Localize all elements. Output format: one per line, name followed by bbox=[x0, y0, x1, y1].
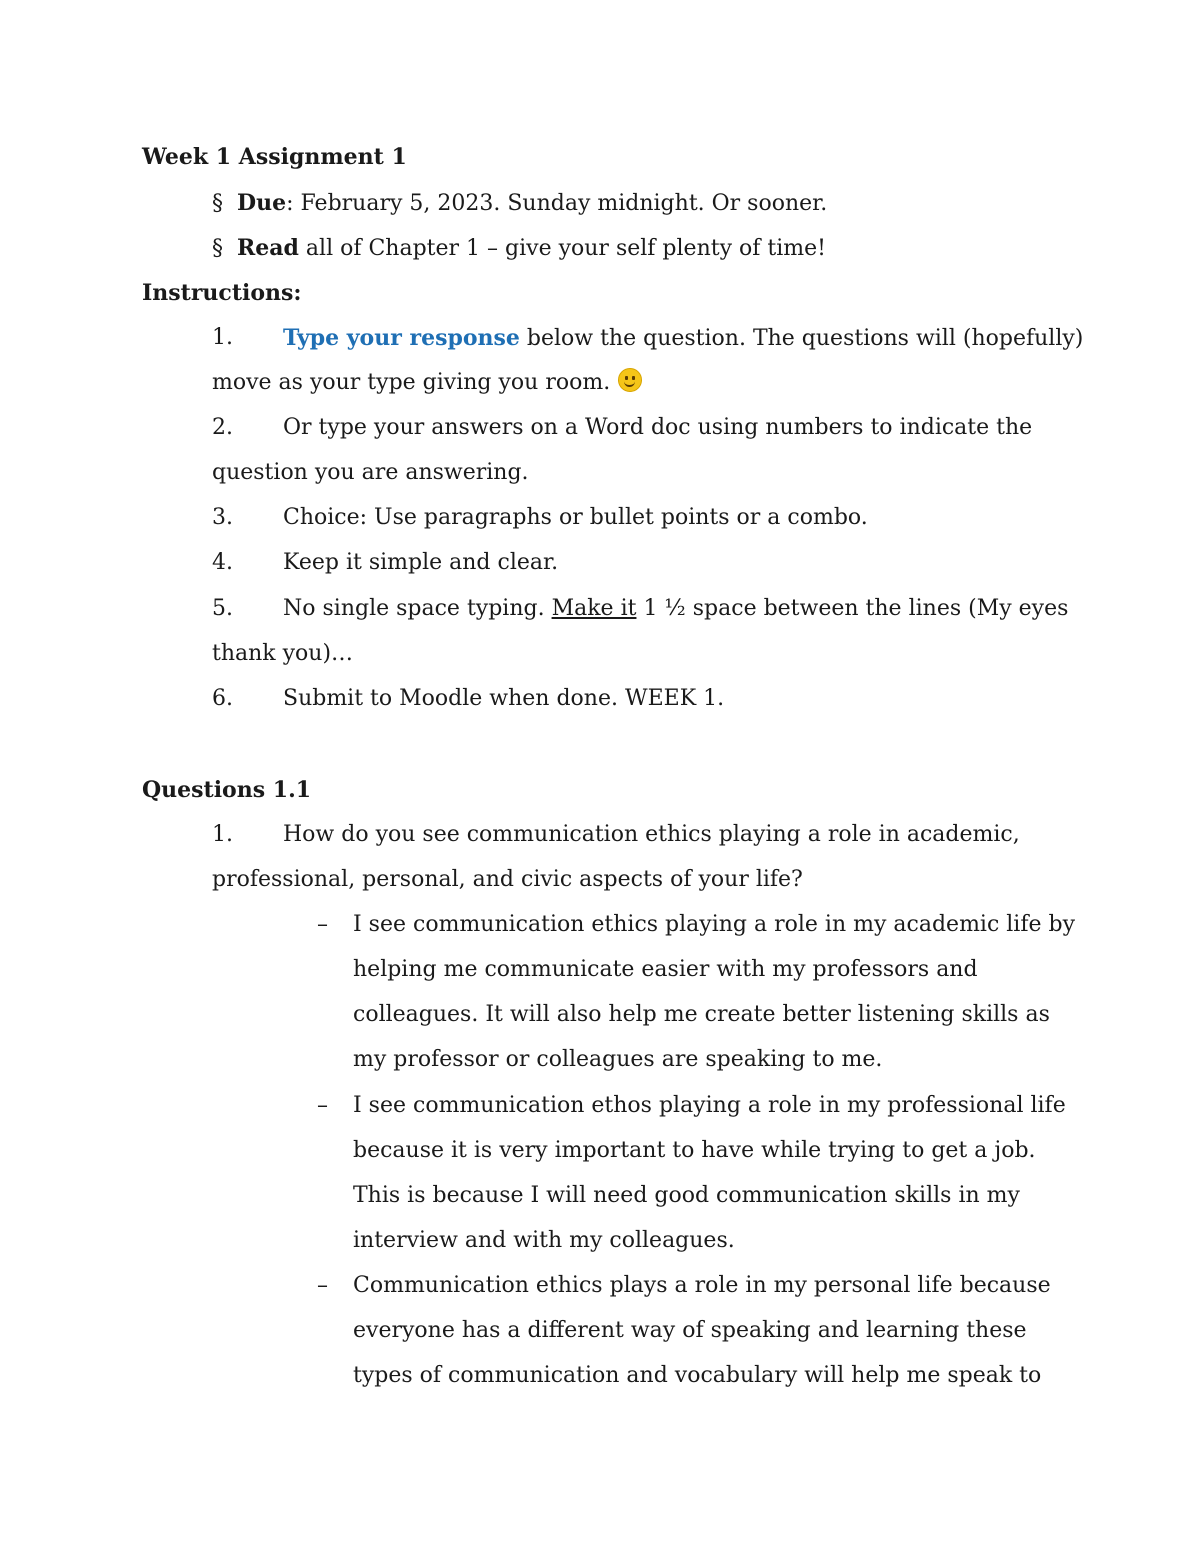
question-continuation: professional, personal, and civic aspects of your life? bbox=[212, 867, 803, 892]
instruction-text: Choice: Use paragraphs or bullet points or a combo. bbox=[283, 505, 868, 530]
instruction-text bbox=[283, 323, 1083, 354]
answer-line: Communication ethics plays a role in my personal life because bbox=[353, 1273, 1051, 1298]
instruction-underlined: Make it bbox=[551, 596, 637, 621]
instruction-text-rest: 1 ½ space between the lines (My eyes bbox=[636, 596, 1069, 621]
answer-line: interview and with my colleagues. bbox=[353, 1228, 735, 1253]
instruction-number: 6. bbox=[212, 686, 233, 711]
instruction-text-rest: below the question. The questions will (hopefully) bbox=[519, 326, 1084, 351]
instruction-number: 4. bbox=[212, 550, 233, 575]
assignment-title: Week 1 Assignment 1 bbox=[142, 144, 407, 170]
instruction-text: Or type your answers on a Word doc using numbers to indicate the bbox=[283, 415, 1033, 440]
answer-bullet-dash: – bbox=[317, 1273, 328, 1298]
answer-bullet-dash: – bbox=[317, 912, 328, 937]
instruction-number: 1. bbox=[212, 325, 233, 350]
instruction-continuation: thank you)… bbox=[212, 641, 354, 666]
questions-heading: Questions 1.1 bbox=[142, 777, 312, 803]
instruction-text: Keep it simple and clear. bbox=[283, 550, 559, 575]
read-line bbox=[212, 233, 826, 264]
instruction-item bbox=[212, 323, 233, 353]
instruction-number: 5. bbox=[212, 596, 233, 621]
instruction-text: Submit to Moodle when done. WEEK 1. bbox=[283, 686, 725, 711]
answer-line: I see communication ethics playing a role in my academic life by bbox=[353, 912, 1076, 937]
instruction-continuation bbox=[212, 368, 642, 398]
due-line bbox=[212, 188, 827, 219]
instruction-number: 2. bbox=[212, 415, 233, 440]
answer-line: everyone has a different way of speaking and learning these bbox=[353, 1318, 1027, 1343]
question-text: How do you see communication ethics playing a role in academic, bbox=[283, 822, 1020, 847]
read-text: all of Chapter 1 – give your self plenty of time! bbox=[298, 236, 826, 261]
answer-line: helping me communicate easier with my professors and bbox=[353, 957, 978, 982]
instruction-cont-text: move as your type giving you room. bbox=[212, 370, 611, 395]
due-text: : February 5, 2023. Sunday midnight. Or sooner. bbox=[286, 191, 828, 216]
instruction-text-pre: No single space typing. bbox=[283, 596, 552, 621]
answer-line: my professor or colleagues are speaking to me. bbox=[353, 1047, 883, 1072]
due-label: Due bbox=[237, 190, 287, 216]
instruction-continuation: question you are answering. bbox=[212, 460, 529, 485]
answer-bullet-dash: – bbox=[317, 1093, 328, 1118]
instruction-number: 3. bbox=[212, 505, 233, 530]
section-marker: § bbox=[212, 236, 223, 261]
instruction-text bbox=[283, 594, 1068, 624]
answer-line: types of communication and vocabulary will help me speak to bbox=[353, 1363, 1042, 1388]
answer-line: I see communication ethos playing a role in my professional life bbox=[353, 1093, 1066, 1118]
answer-line: This is because I will need good communication skills in my bbox=[353, 1183, 1020, 1208]
answer-line: colleagues. It will also help me create better listening skills as bbox=[353, 1002, 1050, 1027]
read-label: Read bbox=[237, 235, 299, 261]
smiley-icon bbox=[618, 368, 642, 392]
section-marker: § bbox=[212, 191, 223, 216]
instructions-heading: Instructions: bbox=[142, 280, 302, 306]
question-number: 1. bbox=[212, 822, 233, 847]
answer-line: because it is very important to have while trying to get a job. bbox=[353, 1138, 1036, 1163]
instruction-highlight: Type your response bbox=[283, 325, 520, 351]
